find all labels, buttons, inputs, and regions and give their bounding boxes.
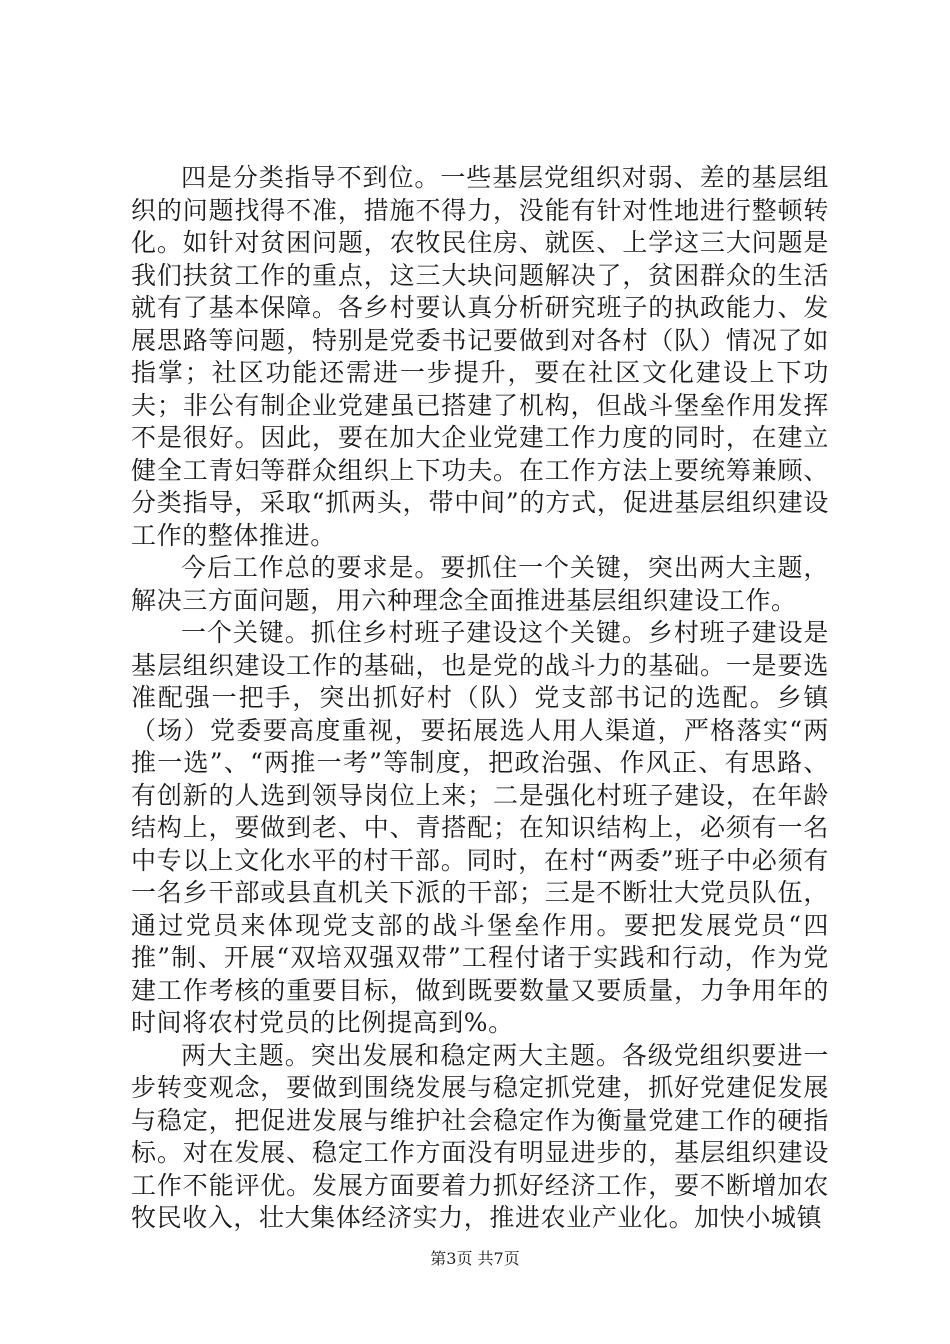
paragraph-overall-requirements: 今后工作总的要求是。要抓住一个关键，突出两大主题，解决三方面问题，用六种理念全面推进基层组织建设工作。: [131, 553, 829, 615]
page-footer: 第3页 共7页: [430, 1249, 520, 1268]
document-body: [131, 162, 829, 1235]
paragraph-two-themes: 两大主题。突出发展和稳定两大主题。各级党组织要进一步转变观念，要做到围绕发展与稳定抓党建，抓好党建促发展与稳定，把促进发展与维护社会稳定作为衡量党建工作的硬指标。对在发展、稳定工作方面没有明显进步的，基层组织建设工作不能评优。发展方面要着力抓好经济工作，要不断增加农牧民收入，壮大集体经济实力，推进农业产业化。加快小城镇: [131, 1040, 829, 1232]
paragraph-classification-guidance: 四是分类指导不到位。一些基层党组织对弱、差的基层组织的问题找得不准，措施不得力，没能有针对性地进行整顿转化。如针对贫困问题，农牧民住房、就医、上学这三大问题是我们扶贫工作的重点，这三大块问题解决了，贫困群众的生活就有了基本保障。各乡村要认真分析研究班子的执政能力、发展思路等问题，特别是党委书记要做到对各村（队）情况了如指掌；社区功能还需进一步提升，要在社区文化建设上下功夫；非公有制企业党建虽已搭建了机构，但战斗堡垒作用发挥不是很好。因此，要在加大企业党建工作力度的同时，在建立健全工青妇等群众组织上下功夫。在工作方法上要统筹兼顾、分类指导，采取“抓两头，带中间”的方式，促进基层组织建设工作的整体推进。: [131, 163, 829, 550]
paragraph-one-key: 一个关键。抓住乡村班子建设这个关键。乡村班子建设是基层组织建设工作的基础，也是党的战斗力的基础。一是要选准配强一把手，突出抓好村（队）党支部书记的选配。乡镇（场）党委要高度重视，要拓展选人用人渠道，严格落实“两推一选”、“两推一考”等制度，把政治强、作风正、有思路、有创新的人选到领导岗位上来；二是强化村班子建设，在年龄结构上，要做到老、中、青搭配；在知识结构上，必须有一名中专以上文化水平的村干部。同时，在村“两委”班子中必须有一名乡干部或县直机关下派的干部；三是不断壮大党员队伍，通过党员来体现党支部的战斗堡垒作用。要把发展党员“四推”制、开展“双培双强双带”工程付诸于实践和行动，作为党建工作考核的重要目标，做到既要数量又要质量，力争用年的时间将农村党员的比例提高到%。: [131, 618, 829, 1037]
